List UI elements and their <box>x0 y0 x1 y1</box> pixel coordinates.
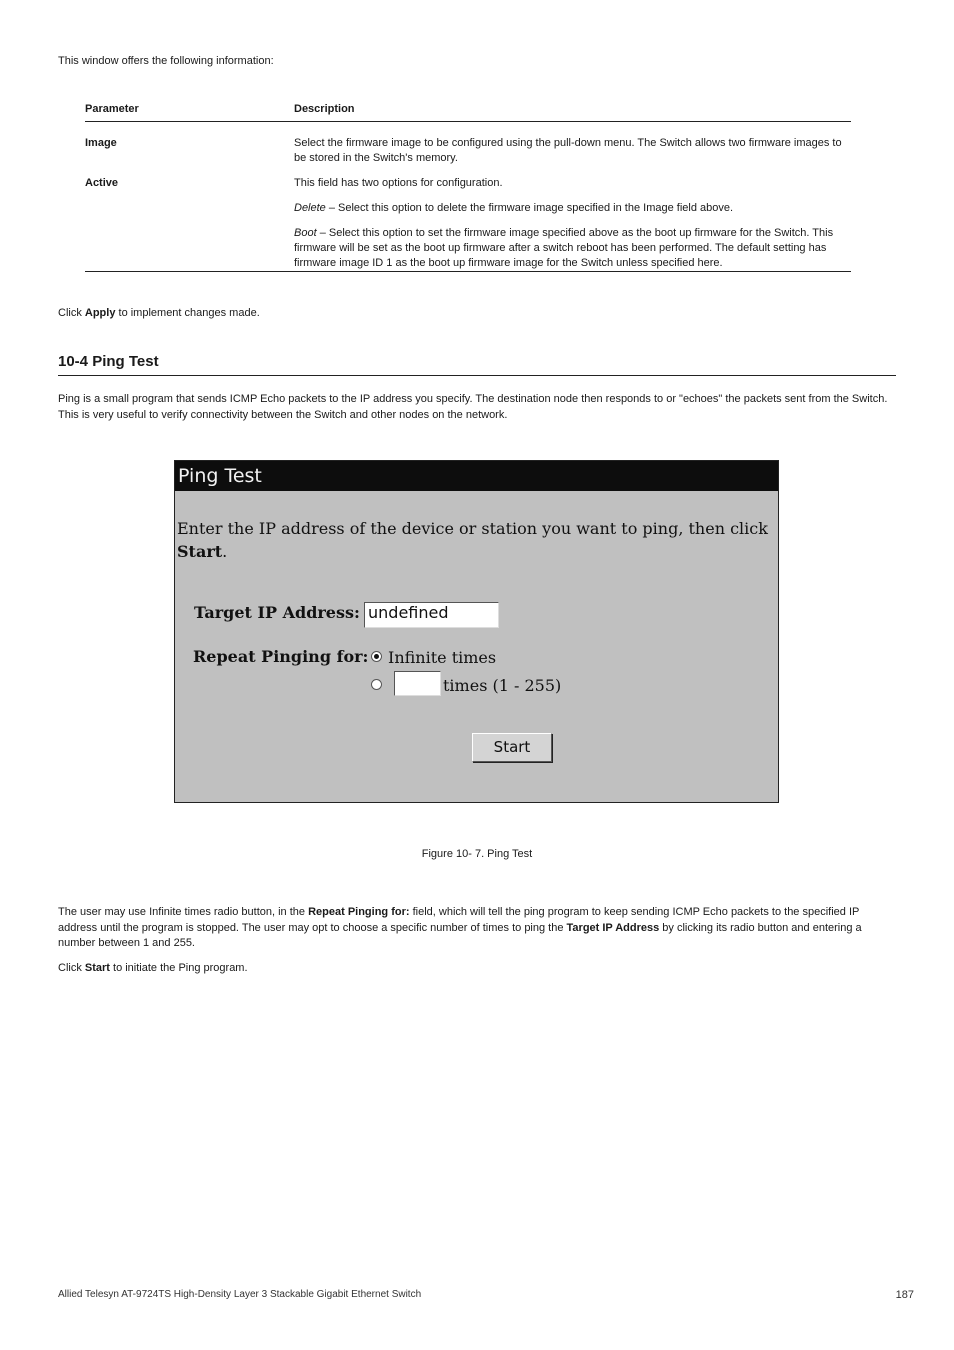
parameter-table <box>85 100 851 272</box>
start-note-bold: Start <box>84 962 110 974</box>
page-number: 187 <box>895 1289 914 1301</box>
body-t3: by clicking its radio button and entering a number between 1 and 255. <box>58 921 862 949</box>
instruction-text <box>177 517 768 563</box>
repeat-pinging-label: Repeat Pinging for: <box>193 647 369 666</box>
desc-image-text: Select the firmware image to be configured using the pull-down menu. The Switch allows two firmware images to be stored in the Switch's memory. <box>294 137 842 164</box>
boot-text: – Select this option to set the firmware image specified above as the boot up firmware for the Switch. This firmware will be set as the boot up firmware after a switch reboot has been performed. The default setting has firmware image ID 1 as the boot up firmware image for the Switch unless specified here. <box>294 227 834 269</box>
target-ip-input[interactable]: undefined <box>364 602 499 628</box>
infinite-times-label: Infinite times <box>388 648 497 667</box>
instruction-end: . <box>222 542 228 561</box>
desc-delete <box>294 201 851 216</box>
target-ip-label: Target IP Address: <box>194 603 360 622</box>
section-title: 10-4 Ping Test <box>58 353 896 376</box>
body-t2: field, which will tell the ping program to keep sending ICMP Echo packets to the specified IP address until the program is stopped. The user may opt to choose a specific number of times to ping the <box>58 906 860 934</box>
section-intro: Ping is a small program that sends ICMP Echo packets to the IP address you specify. The destination node then responds to or "echoes" the packets sent from the Switch. This is very useful to verify connectivity between the Switch and other nodes on the network. <box>58 393 888 421</box>
param-active: Active <box>85 176 294 272</box>
apply-note-bold: Apply <box>84 307 116 319</box>
intro-text: This window offers the following information: <box>58 55 274 67</box>
apply-note-pre: Click <box>58 307 85 319</box>
param-image: Image <box>85 137 117 149</box>
body-paragraph <box>58 905 898 952</box>
figure-caption: Figure 10- 7. Ping Test <box>421 848 533 860</box>
start-note <box>58 961 898 977</box>
times-range-label: times (1 - 255) <box>443 676 562 695</box>
start-note-post: to initiate the Ping program. <box>109 962 248 974</box>
body-t1: The user may use Infinite times radio button, in the <box>58 906 309 918</box>
apply-note-post: to implement changes made. <box>115 307 260 319</box>
start-note-pre: Click <box>58 962 85 974</box>
infinite-times-radio[interactable] <box>371 651 382 662</box>
ping-test-screenshot <box>174 460 779 803</box>
desc-active <box>294 176 851 272</box>
header-parameter: Parameter <box>85 100 294 122</box>
times-radio[interactable] <box>371 679 382 690</box>
desc-boot <box>294 226 851 271</box>
table-row <box>85 122 851 177</box>
table-row <box>85 176 851 272</box>
delete-term: Delete <box>294 202 326 214</box>
header-description: Description <box>294 100 851 122</box>
delete-text: – Select this option to delete the firmware image specified in the Image field above. <box>325 202 734 214</box>
body-b2: Target IP Address <box>566 921 660 934</box>
desc-image <box>294 122 851 177</box>
start-button[interactable]: Start <box>472 733 552 762</box>
table-header-row <box>85 100 851 122</box>
window-title: Ping Test <box>175 461 778 491</box>
apply-note <box>58 306 898 322</box>
boot-term: Boot <box>294 227 317 239</box>
body-b1: Repeat Pinging for: <box>308 906 410 918</box>
footer-text: Allied Telesyn AT-9724TS High-Density Layer 3 Stackable Gigabit Ethernet Switch <box>58 1289 422 1300</box>
instruction-line1: Enter the IP address of the device or station you want to ping, then click <box>177 519 768 538</box>
times-input[interactable] <box>394 671 441 696</box>
desc-active-text: This field has two options for configuration. <box>294 177 503 189</box>
instruction-bold: Start <box>177 542 223 561</box>
